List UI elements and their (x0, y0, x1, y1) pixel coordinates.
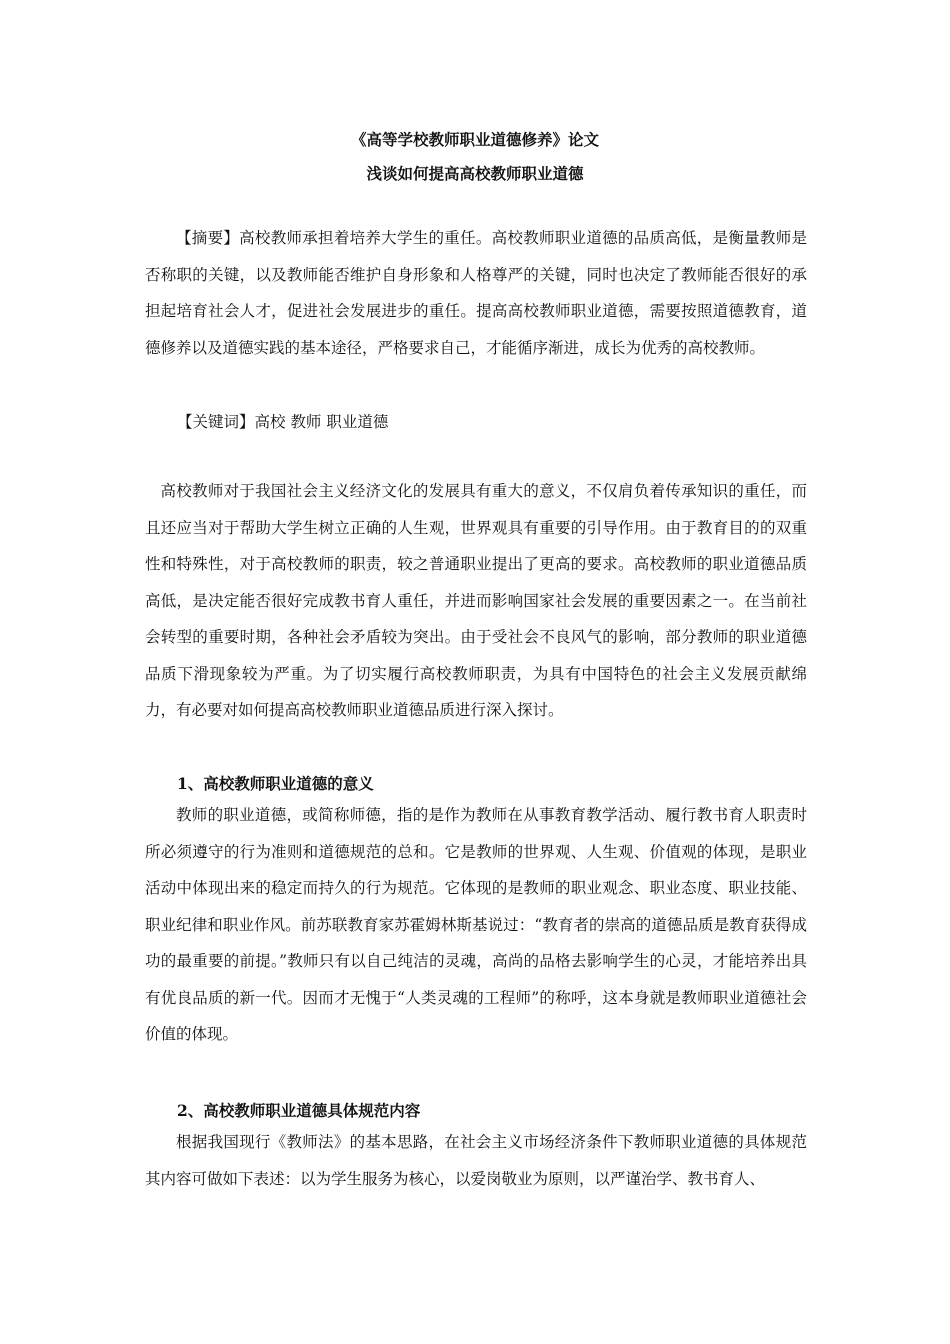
section-2-body: 根据我国现行《教师法》的基本思路，在社会主义市场经济条件下教师职业道德的具体规范其内容可做如下表述：以为学生服务为核心，以爱岗敬业为原则，以严谨治学、教书育人、 (145, 1133, 807, 1188)
document-title: 《高等学校教师职业道德修养》论文 (350, 130, 599, 149)
section-1-body: 教师的职业道德，或简称师德，指的是作为教师在从事教育教学活动、履行教书育人职责时所必须遵守的行为准则和道德规范的总和。它是教师的世界观、人生观、价值观的体现，是职业活动中体现出来的稳定而持久的行为规范。它体现的是教师的职业观念、职业态度、职业技能、职业纪律和职业作风。前苏联教育家苏霍姆林斯基说过：“教育者的崇高的道德品质是教育获得成功的最重要的前提。”教师只有以自己纯洁的灵魂，高尚的品格去影响学生的心灵，才能培养出具有优良品质的新一代。因而才无愧于“人类灵魂的工程师”的称呼，这本身就是教师职业道德社会价值的体现。 (145, 806, 807, 1043)
intro-paragraph: 高校教师对于我国社会主义经济文化的发展具有重大的意义，不仅肩负着传承知识的重任，而且还应当对于帮助大学生树立正确的人生观，世界观具有重要的引导作用。由于教育目的的双重性和特殊性，对于高校教师的职责，较之普通职业提出了更高的要求。高校教师的职业道德品质高低，是决定能否很好完成教书育人重任，并进而影响国家社会发展的重要因素之一。在当前社会转型的重要时期，各种社会矛盾较为突出。由于受社会不良风气的影响，部分教师的职业道德品质下滑现象较为严重。为了切实履行高校教师职责，为具有中国特色的社会主义发展贡献绵力，有必要对如何提高高校教师职业道德品质进行深入探讨。 (145, 482, 807, 719)
section-1-heading: 1、高校教师职业道德的意义 (177, 774, 374, 793)
abstract-paragraph: 【摘要】高校教师承担着培养大学生的重任。高校教师职业道德的品质高低，是衡量教师是否称职的关键，以及教师能否维护自身形象和人格尊严的关键，同时也决定了教师能否很好的承担起培育社会人才，促进社会发展进步的重任。提高高校教师职业道德，需要按照道德教育，道德修养以及道德实践的基本途径，严格要求自己，才能循序渐进，成长为优秀的高校教师。 (145, 229, 807, 357)
document-subtitle: 浅谈如何提高高校教师职业道德 (366, 164, 584, 183)
section-2-heading: 2、高校教师职业道德具体规范内容 (177, 1101, 421, 1120)
keywords-line: 【关键词】高校 教师 职业道德 (177, 413, 389, 431)
